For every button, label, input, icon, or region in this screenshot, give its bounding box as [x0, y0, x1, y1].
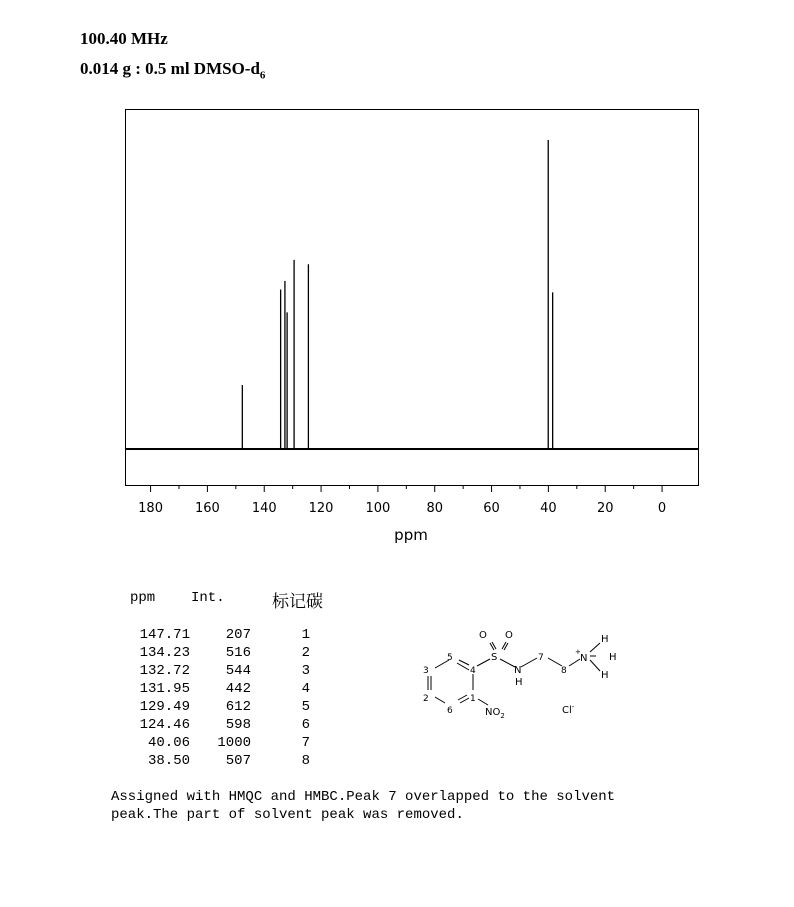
header-int: Int.	[191, 590, 225, 606]
charge-plus: +	[575, 648, 581, 656]
sample-subscript: 6	[259, 69, 266, 82]
chloride-ion	[562, 703, 575, 716]
atom-h-bottom: H	[601, 670, 609, 681]
atom-n-ammonium: N	[580, 653, 588, 664]
atom-h-right: H	[609, 652, 617, 663]
cell-int: 1000	[217, 735, 251, 751]
x-axis-label: ppm	[394, 526, 428, 544]
carbon-number-4: 4	[470, 666, 476, 676]
tick-label-160: 160	[194, 501, 220, 516]
assignment-note: Assigned with HMQC and HMBC.Peak 7 overlapped to the solvent peak.The part of solvent peak was removed.	[111, 789, 616, 823]
nitro-group	[485, 707, 505, 720]
cell-ppm: 38.50	[147, 753, 190, 769]
cell-int: 207	[225, 627, 251, 643]
cell-label: 1	[301, 627, 310, 643]
atom-n-amide: N	[514, 665, 522, 676]
carbon-number-2: 2	[423, 694, 429, 704]
atom-s: S	[491, 652, 498, 663]
tick-label-100: 100	[365, 501, 391, 516]
cell-ppm: 131.95	[139, 681, 190, 697]
atom-o-left: O	[479, 630, 487, 641]
chloride-charge: -	[571, 703, 575, 711]
cell-int: 544	[225, 663, 251, 679]
cell-label: 5	[301, 699, 310, 715]
cell-label: 2	[301, 645, 310, 661]
cell-label: 8	[301, 753, 310, 769]
header-ppm: ppm	[130, 590, 156, 606]
chloride-symbol: Cl	[562, 705, 572, 716]
carbon-number-1: 1	[470, 694, 476, 704]
cell-label: 4	[301, 681, 310, 697]
tick-label-40: 40	[540, 501, 557, 516]
tick-label-0: 0	[657, 501, 667, 516]
nitro-symbol: NO	[485, 707, 501, 718]
carbon-number-8: 8	[561, 666, 567, 676]
cell-int: 516	[225, 645, 251, 661]
carbon-number-3: 3	[423, 666, 429, 676]
cell-ppm: 129.49	[139, 699, 190, 715]
carbon-number-5: 5	[447, 653, 453, 663]
frequency-label: 100.40 MHz	[80, 29, 168, 48]
x-axis-ticks	[138, 486, 666, 516]
structure-atom-labels	[479, 630, 617, 720]
cell-int: 442	[225, 681, 251, 697]
cell-int: 612	[225, 699, 251, 715]
cell-int: 507	[225, 753, 251, 769]
tick-label-180: 180	[138, 501, 163, 516]
cell-ppm: 40.06	[147, 735, 190, 751]
cell-int: 598	[225, 717, 251, 733]
atom-h-amide: H	[515, 677, 523, 688]
cell-ppm: 132.72	[139, 663, 190, 679]
tick-label-60: 60	[483, 501, 500, 516]
header-carbon-label: 标记碳	[272, 592, 323, 612]
plot-frame	[126, 110, 699, 486]
tick-label-120: 120	[308, 501, 334, 516]
cell-label: 7	[301, 735, 310, 751]
cell-ppm: 147.71	[139, 627, 190, 643]
tick-label-140: 140	[251, 501, 277, 516]
sample-text: 0.014 g : 0.5 ml DMSO-d	[80, 59, 260, 78]
peak-series	[242, 140, 552, 449]
cell-label: 3	[301, 663, 310, 679]
cell-ppm: 124.46	[139, 717, 190, 733]
atom-h-top: H	[601, 634, 609, 645]
tick-label-80: 80	[426, 501, 444, 516]
carbon-number-7: 7	[538, 653, 544, 663]
carbon-number-6: 6	[447, 706, 453, 716]
cell-ppm: 134.23	[139, 645, 190, 661]
nitro-subscript: 2	[500, 712, 505, 720]
atom-o-right: O	[505, 630, 513, 641]
molecule-structure	[410, 622, 640, 732]
cell-label: 6	[301, 717, 310, 733]
tick-label-20: 20	[596, 501, 614, 516]
